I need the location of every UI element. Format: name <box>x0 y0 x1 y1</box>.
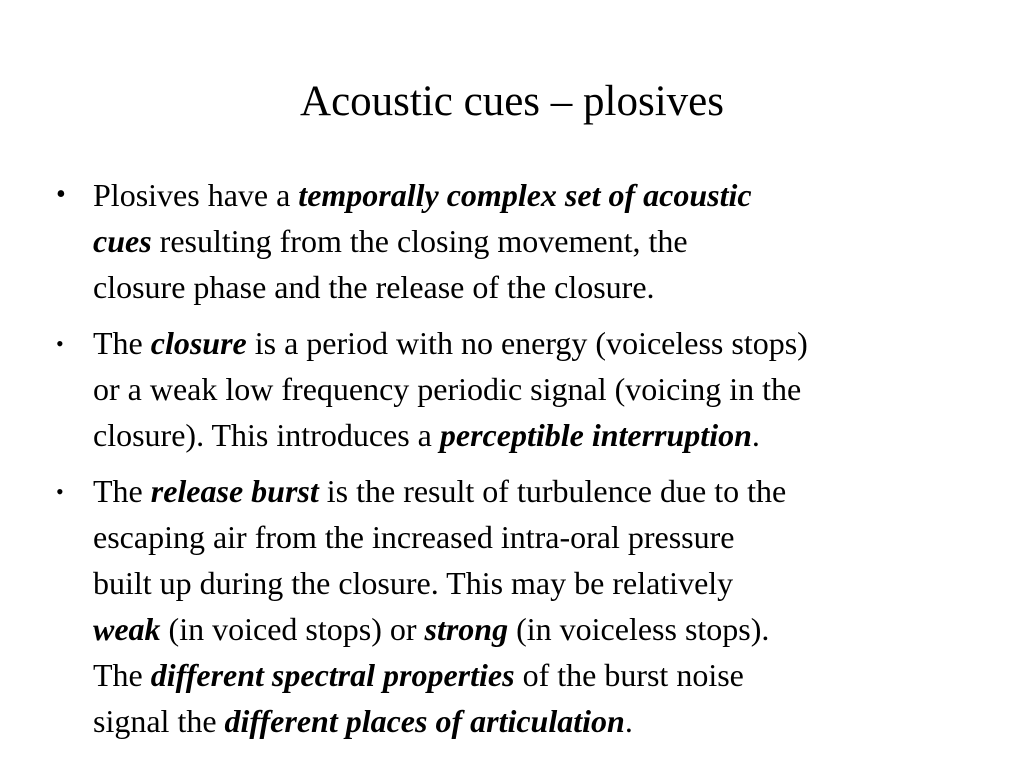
bullet-line <box>93 320 996 366</box>
emphasized-text: different spectral properties <box>150 657 515 693</box>
bullet-line <box>93 264 996 310</box>
bullet-line <box>93 468 996 514</box>
bullet-icon: • <box>56 479 64 504</box>
text-run: The <box>93 473 151 509</box>
bullet-item <box>56 172 996 310</box>
emphasized-text: closure <box>150 325 247 361</box>
text-run: resulting from the closing movement, the <box>151 223 688 259</box>
bullet-line <box>93 412 996 458</box>
emphasized-text: temporally complex set of acoustic <box>298 177 752 213</box>
emphasized-text: cues <box>93 223 152 259</box>
text-run: . <box>624 703 633 739</box>
bullet-item <box>56 468 996 744</box>
text-run: built up during the closure. This may be relatively <box>93 565 734 601</box>
bullet-item <box>56 320 996 458</box>
text-run: of the burst noise <box>514 657 744 693</box>
bullet-line <box>93 652 996 698</box>
text-run: (in voiced stops) or <box>160 611 425 647</box>
text-run: The <box>93 657 151 693</box>
emphasized-text: weak <box>93 611 161 647</box>
bullet-icon: • <box>56 331 64 356</box>
bullet-list <box>56 172 996 744</box>
text-run: is the result of turbulence due to the <box>318 473 787 509</box>
bullet-line <box>93 514 996 560</box>
bullet-line <box>93 366 996 412</box>
text-run: is a period with no energy (voiceless stops) <box>246 325 808 361</box>
emphasized-text: release burst <box>150 473 319 509</box>
emphasized-text: different places of articulation <box>224 703 625 739</box>
bullet-line <box>93 698 996 744</box>
text-run: escaping air from the increased intra-oral pressure <box>93 519 735 555</box>
bullet-line <box>93 172 996 218</box>
text-run: or a weak low frequency periodic signal (voicing in the <box>93 371 802 407</box>
bullet-icon: • <box>56 179 66 210</box>
bullet-line <box>93 560 996 606</box>
text-run: The <box>93 325 151 361</box>
text-run: closure phase and the release of the closure. <box>93 269 655 305</box>
bullet-line <box>93 218 996 264</box>
text-run: Plosives have a <box>93 177 299 213</box>
text-run: closure). This introduces a <box>93 417 440 453</box>
slide-title: Acoustic cues – plosives <box>300 78 724 125</box>
bullet-line <box>93 606 996 652</box>
text-run: (in voiceless stops). <box>508 611 770 647</box>
text-run: . <box>751 417 760 453</box>
text-run: signal the <box>93 703 225 739</box>
emphasized-text: perceptible interruption <box>439 417 752 453</box>
emphasized-text: strong <box>424 611 509 647</box>
